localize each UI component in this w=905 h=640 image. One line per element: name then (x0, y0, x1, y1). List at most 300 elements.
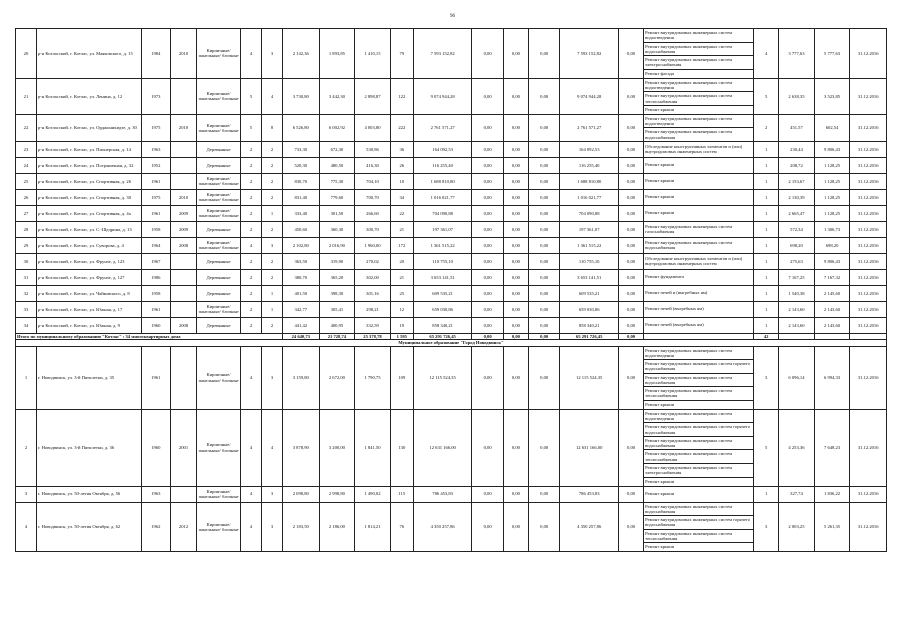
completion-date: 31.12.2016 (850, 285, 887, 301)
wall-material: Кирпичные/ панельные/ блочные (197, 502, 241, 552)
floors: 2 (241, 301, 262, 317)
residential-area: 1 790,75 (355, 346, 391, 409)
cost-owners: 197 361,07 (560, 221, 619, 237)
cost-federal: 0,00 (472, 486, 503, 502)
total-z3: 0,00 (528, 333, 559, 339)
total-z1: 0,00 (472, 333, 503, 339)
work-type-item: Ремонт внутридомовых инженерных систем горячего водоснабжения (644, 516, 753, 530)
row-number: 33 (16, 301, 37, 317)
cost-owners: 1 688 810,80 (560, 173, 619, 189)
unit-cost: 3 777,63 (779, 29, 815, 79)
unit-cost: 7 167,25 (779, 269, 815, 285)
work-type-item: Ремонт печей (выгребных ям) (645, 306, 704, 312)
repair-cost: 197 361,07 (413, 221, 472, 237)
entrances: 4 (262, 409, 283, 486)
address-cell: р-н Котласский, г. Котлас, ул. Спортивная, д. 26 (36, 173, 141, 189)
work-types (644, 486, 754, 502)
address-cell: р-н Котласский, г. Котлас, ул. Фрунзе, д. 123 (36, 253, 141, 269)
max-unit-cost: 2 143,60 (814, 317, 850, 333)
completion-date: 31.12.2016 (850, 486, 887, 502)
cost-federal: 0,00 (472, 173, 503, 189)
work-type-item: Ремонт внутридомовых инженерных систем водоснабжения (644, 374, 753, 388)
year-renovated: 2009 (170, 221, 196, 237)
living-area: 2 186,00 (319, 502, 355, 552)
work-types (644, 221, 754, 237)
cost-owners: 12 631 166,00 (560, 409, 619, 486)
cost-local: 0,00 (528, 205, 559, 221)
floors: 4 (241, 346, 262, 409)
cost-other: 0,00 (619, 486, 644, 502)
floors: 2 (241, 141, 262, 157)
total-area-2: 21 728,74 (319, 333, 355, 339)
address-cell: р-н Котласский, г. Котлас, ул. Спортивная, д. 4а (36, 205, 141, 221)
residents: 20 (390, 253, 413, 269)
work-type-item: Ремонт печей и (выгребных ям) (645, 290, 708, 296)
unit-cost: 6 096,14 (779, 346, 815, 409)
address-cell: р-н Котласский, г. Котлас, ул. Чайковского, д. 8 (36, 285, 141, 301)
work-types (644, 285, 754, 301)
residential-area: 1 960,00 (355, 237, 391, 253)
living-area: 1 893,85 (319, 29, 355, 79)
table-row (16, 285, 887, 301)
table-row (16, 346, 887, 409)
cost-federal: 0,00 (472, 189, 503, 205)
work-count: 1 (754, 285, 779, 301)
year-built: 1975 (141, 189, 170, 205)
cost-owners: 786 453,83 (560, 486, 619, 502)
work-type-item: Ремонт внутридомовых инженерных систем водоотведения (644, 347, 753, 361)
total-area: 363,50 (282, 253, 319, 269)
unit-cost: 4 253,36 (779, 409, 815, 486)
max-unit-cost: 1 128,25 (814, 205, 850, 221)
cost-owners: 1 016 021,77 (560, 189, 619, 205)
cost-owners: 1 361 515,22 (560, 237, 619, 253)
entrances: 3 (262, 502, 283, 552)
repair-cost: 9 074 944,28 (413, 78, 472, 114)
year-built: 1984 (141, 29, 170, 79)
cost-owners: 12 115 524,35 (560, 346, 619, 409)
row-number: 28 (16, 221, 37, 237)
work-count: 5 (754, 409, 779, 486)
year-built: 1963 (141, 486, 170, 502)
completion-date: 31.12.2016 (850, 317, 887, 333)
entrances: 3 (262, 29, 283, 79)
total-area: 3 878,90 (282, 409, 319, 486)
year-built: 1952 (141, 157, 170, 173)
table-row (16, 157, 887, 173)
max-unit-cost: 1 306,73 (814, 221, 850, 237)
residential-area: 266,60 (355, 205, 391, 221)
residents: 76 (390, 502, 413, 552)
work-type-item: Ремонт внутридомовых инженерных систем водоотведения (644, 410, 753, 424)
residential-area: 1 490,02 (355, 486, 391, 502)
row-number: 26 (16, 189, 37, 205)
table-row (16, 301, 887, 317)
row-number: 1 (16, 346, 37, 409)
work-types (644, 317, 754, 333)
cost-local: 0,00 (528, 114, 559, 141)
row-number: 20 (16, 29, 37, 79)
residential-area: 302,00 (355, 269, 391, 285)
living-area: 398,30 (319, 285, 355, 301)
work-type-item: Ремонт внутридомовых инженерных систем водоснабжения (645, 129, 733, 140)
cost-owners: 3 653 141,51 (560, 269, 619, 285)
work-count: 1 (754, 253, 779, 269)
work-type-item: Ремонт внутридомовых инженерных систем электроснабжения (644, 56, 753, 70)
entrances: 2 (262, 317, 283, 333)
floors: 2 (241, 285, 262, 301)
table-row (16, 173, 887, 189)
total-area: 441,42 (282, 317, 319, 333)
max-unit-cost: 9 806,43 (814, 253, 850, 269)
work-type-item: Ремонт печей (выгребных ям) (645, 322, 704, 328)
row-number: 32 (16, 285, 37, 301)
total-own: 65 291 726,45 (560, 333, 619, 339)
year-built: 1960 (141, 317, 170, 333)
cost-local: 0,00 (528, 221, 559, 237)
address-cell: р-н Котласский, г. Котлас, ул. С.-Щедрина, д. 13 (36, 221, 141, 237)
completion-date: 31.12.2016 (850, 141, 887, 157)
completion-date: 31.12.2016 (850, 189, 887, 205)
year-renovated: 2012 (170, 502, 196, 552)
residential-area: 704,10 (355, 173, 391, 189)
entrances: 2 (262, 221, 283, 237)
table-row (16, 317, 887, 333)
work-count: 1 (754, 157, 779, 173)
work-types (644, 173, 754, 189)
table-row (16, 78, 887, 114)
address-cell: г. Новодвинск, ул. 50-летия Октября, д. 56 (36, 486, 141, 502)
repair-cost: 704 090,88 (413, 205, 472, 221)
cost-regional: 0,00 (503, 157, 528, 173)
repair-cost: 2 761 571,27 (413, 114, 472, 141)
living-area: 779,60 (319, 189, 355, 205)
cost-federal: 0,00 (472, 78, 503, 114)
wall-material: Деревянные (197, 269, 241, 285)
residents: 26 (390, 157, 413, 173)
max-unit-cost: 6 994,33 (814, 346, 850, 409)
address-cell: р-н Котласский, г. Котлас, ул. Южная, д. 17 (36, 301, 141, 317)
work-type-item: Обследование конструктивных элементов и (или) внутридомовых инженерных систем (645, 256, 743, 267)
floors: 4 (241, 486, 262, 502)
total-area: 3 159,80 (282, 346, 319, 409)
cost-federal: 0,00 (472, 409, 503, 486)
cost-other: 0,00 (619, 141, 644, 157)
total-area: 401,50 (282, 285, 319, 301)
address-cell: г. Новодвинск, ул. 3-й Пятилетки, д. 36 (36, 409, 141, 486)
page-number: 96 (450, 14, 455, 19)
row-number: 23 (16, 141, 37, 157)
cost-local: 0,00 (528, 317, 559, 333)
total-area-1: 24 640,73 (282, 333, 319, 339)
max-unit-cost: 2 143,60 (814, 301, 850, 317)
residents: 36 (390, 141, 413, 157)
residents: 122 (390, 78, 413, 114)
work-type-item: Ремонт крыши (645, 106, 675, 112)
cost-regional: 0,00 (503, 346, 528, 409)
address-cell: р-н Котласский, г. Котлас, ул. Пограничная, д. 32 (36, 157, 141, 173)
cost-federal: 0,00 (472, 237, 503, 253)
unit-cost: 2 143,60 (779, 301, 815, 317)
residential-area: 416,30 (355, 157, 391, 173)
work-type-item: Обследование конструктивных элементов и (или) внутридомовых инженерных систем (645, 144, 743, 155)
year-renovated: 2001 (170, 409, 196, 486)
floors: 2 (241, 317, 262, 333)
living-area: 6 002,92 (319, 114, 355, 141)
completion-date: 31.12.2016 (850, 173, 887, 189)
repair-cost: 3 653 141,51 (413, 269, 472, 285)
address-cell: р-н Котласский, г. Котлас, ул. Южная, д. 9 (36, 317, 141, 333)
completion-date: 31.12.2016 (850, 221, 887, 237)
repair-cost: 116 255,40 (413, 157, 472, 173)
row-number: 30 (16, 253, 37, 269)
year-built: 1962 (141, 502, 170, 552)
cost-local: 0,00 (528, 269, 559, 285)
cost-owners: 7 593 152,82 (560, 29, 619, 79)
work-count: 1 (754, 301, 779, 317)
entrances: 2 (262, 141, 283, 157)
cost-local: 0,00 (528, 157, 559, 173)
work-types (644, 502, 754, 552)
residents: 25 (390, 285, 413, 301)
work-type-item: Ремонт внутридомовых инженерных систем водоотведения (644, 79, 753, 93)
completion-date: 31.12.2016 (850, 205, 887, 221)
table-row (16, 409, 887, 486)
floors: 2 (241, 269, 262, 285)
total-area: 342,77 (282, 301, 319, 317)
max-unit-cost: 698,20 (814, 237, 850, 253)
floors: 2 (241, 221, 262, 237)
wall-material: Кирпичные/ панельные/ блочные (197, 29, 241, 79)
cost-other: 0,00 (619, 29, 644, 79)
total-area: 2 102,80 (282, 237, 319, 253)
total-area: 450,60 (282, 221, 319, 237)
residential-area: 332,59 (355, 317, 391, 333)
cost-local: 0,00 (528, 29, 559, 79)
work-types (644, 29, 754, 79)
residential-area: 1 814,21 (355, 502, 391, 552)
living-area: 305,41 (319, 301, 355, 317)
cost-other: 0,00 (619, 253, 644, 269)
cost-other: 0,00 (619, 346, 644, 409)
cost-other: 0,00 (619, 237, 644, 253)
total-area-3: 25 378,78 (355, 333, 391, 339)
floors: 4 (241, 237, 262, 253)
repair-cost: 12 115 524,35 (413, 346, 472, 409)
year-renovated (170, 269, 196, 285)
address-cell: г. Новодвинск, ул. 50-летия Октября, д. 62 (36, 502, 141, 552)
cost-other: 0,00 (619, 221, 644, 237)
work-types (644, 301, 754, 317)
wall-material: Кирпичные/ панельные/ блочные (197, 237, 241, 253)
cost-local: 0,00 (528, 502, 559, 552)
work-types (644, 114, 754, 141)
work-types (644, 78, 754, 114)
cost-owners: 659 030,86 (560, 301, 619, 317)
total-area: 2 183,50 (282, 502, 319, 552)
completion-date: 31.12.2016 (850, 269, 887, 285)
cost-owners: 2 761 571,27 (560, 114, 619, 141)
cost-other: 0,00 (619, 157, 644, 173)
work-types (644, 237, 754, 253)
row-number: 29 (16, 237, 37, 253)
year-built: 1961 (141, 301, 170, 317)
max-unit-cost: 1 836,22 (814, 486, 850, 502)
year-renovated (170, 173, 196, 189)
year-renovated: 2010 (170, 114, 196, 141)
work-type-item: Ремонт внутридомовых инженерных систем теплоснабжения (644, 450, 753, 464)
work-count: 2 (754, 114, 779, 141)
cost-federal: 0,00 (472, 269, 503, 285)
entrances: 1 (262, 205, 283, 221)
cost-federal: 0,00 (472, 285, 503, 301)
cost-other: 0,00 (619, 114, 644, 141)
max-unit-cost: 1 128,25 (814, 189, 850, 205)
floors: 5 (241, 114, 262, 141)
year-built: 1961 (141, 173, 170, 189)
address-cell: р-н Котласский, г. Котлас, ул. Суворова, д. 4 (36, 237, 141, 253)
year-built: 1967 (141, 253, 170, 269)
residents: 10 (390, 173, 413, 189)
cost-other: 0,00 (619, 269, 644, 285)
cost-regional: 0,00 (503, 301, 528, 317)
work-count: 1 (754, 189, 779, 205)
year-built: 1963 (141, 141, 170, 157)
table-row (16, 29, 887, 79)
residents: 12 (390, 301, 413, 317)
completion-date: 31.12.2016 (850, 253, 887, 269)
cost-regional: 0,00 (503, 205, 528, 221)
cost-local: 0,00 (528, 141, 559, 157)
row-number: 27 (16, 205, 37, 221)
year-renovated (170, 157, 196, 173)
year-built: 1986 (141, 269, 170, 285)
entrances: 1 (262, 285, 283, 301)
cost-other: 0,00 (619, 317, 644, 333)
year-renovated (170, 301, 196, 317)
table-row (16, 237, 887, 253)
address-cell: р-н Котласский, г. Котлас, ул. Маяковского, д. 15 (36, 29, 141, 79)
row-number: 22 (16, 114, 37, 141)
residents: 79 (390, 29, 413, 79)
wall-material: Кирпичные/ панельные/ блочные (197, 205, 241, 221)
repair-cost: 164 092,53 (413, 141, 472, 157)
entrances: 1 (262, 301, 283, 317)
unit-cost: 2 638,35 (779, 78, 815, 114)
living-area: 319,90 (319, 253, 355, 269)
total-area: 733,30 (282, 141, 319, 157)
row-number: 2 (16, 409, 37, 486)
floors: 2 (241, 157, 262, 173)
cost-owners: 9 074 944,28 (560, 78, 619, 114)
cost-local: 0,00 (528, 301, 559, 317)
wall-material: Кирпичные/ панельные/ блочные (197, 346, 241, 409)
completion-date: 31.12.2016 (850, 78, 887, 114)
repair-cost: 1 361 515,22 (413, 237, 472, 253)
table-row (16, 205, 887, 221)
total-area: 2 142,36 (282, 29, 319, 79)
entrances: 8 (262, 114, 283, 141)
total-z2: 0,00 (503, 333, 528, 339)
year-built: 1960 (141, 409, 170, 486)
work-count: 1 (754, 269, 779, 285)
unit-cost: 2 665,47 (779, 205, 815, 221)
cost-local: 0,00 (528, 285, 559, 301)
residential-area: 298,21 (355, 301, 391, 317)
cost-local: 0,00 (528, 173, 559, 189)
work-type-item: Ремонт внутридомовых инженерных систем горячего водоснабжения (644, 360, 753, 374)
work-count: 4 (754, 29, 779, 79)
cost-owners: 609 535,21 (560, 285, 619, 301)
residents: 34 (390, 189, 413, 205)
residents: 222 (390, 114, 413, 141)
wall-material: Деревянные (197, 253, 241, 269)
year-built: 1975 (141, 114, 170, 141)
work-type-item: Ремонт крыши (645, 162, 675, 168)
work-count: 1 (754, 205, 779, 221)
unit-cost: 230,44 (779, 141, 815, 157)
living-area: 360,30 (319, 221, 355, 237)
wall-material: Кирпичные/ панельные/ блочные (197, 173, 241, 189)
residential-area: 1 841,50 (355, 409, 391, 486)
cost-regional: 0,00 (503, 189, 528, 205)
table-body-novodvinsk (16, 346, 887, 552)
work-types (644, 205, 754, 221)
cost-other: 0,00 (619, 301, 644, 317)
max-unit-cost: 602,54 (814, 114, 850, 141)
total-area: 380,70 (282, 269, 319, 285)
year-built: 1958 (141, 285, 170, 301)
address-cell: р-н Котласский, г. Котлас, ул. Орджоникидзе, д. 30 (36, 114, 141, 141)
work-type-item: Ремонт внутридомовых инженерных систем водоотведения (644, 115, 753, 129)
total-area: 6 526,80 (282, 114, 319, 141)
wall-material: Деревянные (197, 285, 241, 301)
row-number: 24 (16, 157, 37, 173)
table-row (16, 221, 887, 237)
completion-date: 31.12.2016 (850, 237, 887, 253)
cost-local: 0,00 (528, 237, 559, 253)
residential-area: 270,02 (355, 253, 391, 269)
repair-cost: 1 688 810,80 (413, 173, 472, 189)
work-type-item: Ремонт внутридомовых инженерных систем газоснабжения (645, 224, 733, 235)
completion-date: 31.12.2016 (850, 301, 887, 317)
floors: 2 (241, 253, 262, 269)
wall-material: Деревянные (197, 221, 241, 237)
work-types (644, 189, 754, 205)
floors: 5 (241, 78, 262, 114)
entrances: 4 (262, 78, 283, 114)
floors: 4 (241, 502, 262, 552)
table-row (16, 486, 887, 502)
work-types (644, 157, 754, 173)
max-unit-cost: 5 777,63 (814, 29, 850, 79)
repair-cost: 7 593 152,82 (413, 29, 472, 79)
work-type-item: Ремонт крыши (645, 544, 675, 550)
max-unit-cost: 7 167,32 (814, 269, 850, 285)
year-renovated: 2008 (170, 317, 196, 333)
row-number: 3 (16, 486, 37, 502)
wall-material: Кирпичные/ панельные/ блочные (197, 301, 241, 317)
wall-material: Деревянные (197, 141, 241, 157)
work-count: 3 (754, 346, 779, 409)
total-z4: 0,00 (619, 333, 644, 339)
max-unit-cost: 1 128,25 (814, 157, 850, 173)
living-area: 775,30 (319, 173, 355, 189)
wall-material: Деревянные (197, 317, 241, 333)
repair-cost: 858 340,21 (413, 317, 472, 333)
entrances: 3 (262, 346, 283, 409)
entrances: 3 (262, 237, 283, 253)
